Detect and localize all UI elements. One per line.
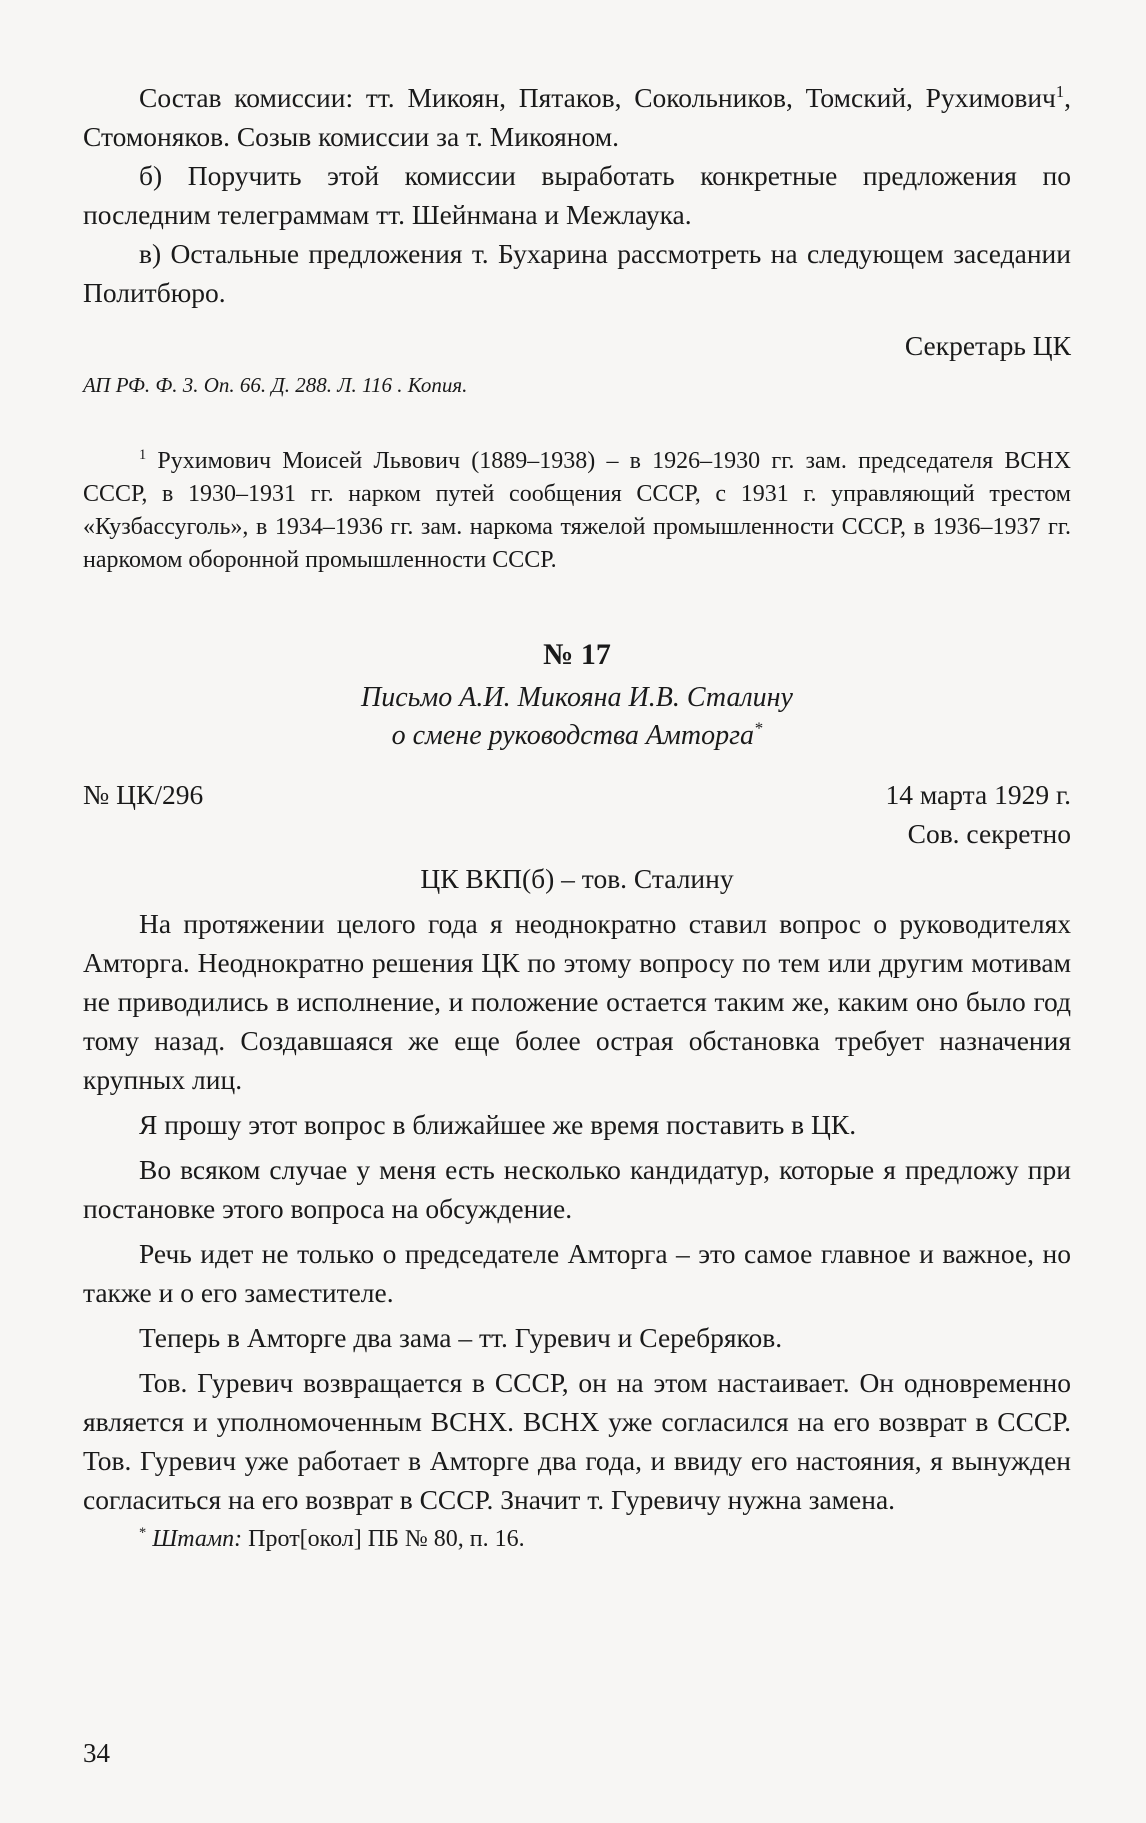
commission-text-rest: , Стомоняков. Созыв комиссии за т. Микояном.	[83, 82, 1071, 152]
signature: Секретарь ЦК	[904, 330, 1071, 361]
body-paragraph-4: Речь идет не только о председателе Амторга – это самое главное и важное, но также и о его заместителе.	[83, 1238, 1071, 1308]
stamp-footnote	[83, 1523, 1071, 1556]
stamp-label: Штамп:	[152, 1526, 243, 1552]
footnote-marker: 1	[1055, 81, 1065, 101]
paragraph-b: б) Поручить этой комиссии выработать конкретные предложения по последним телеграммам тт. Шейнмана и Межлаука.	[83, 160, 1071, 230]
page-number: 34	[83, 1738, 110, 1768]
body-paragraph-5: Теперь в Амторге два зама – тт. Гуревич и Серебряков.	[139, 1322, 783, 1353]
body-paragraph-3: Во всяком случае у меня есть несколько кандидатур, которые я предложу при постановке этого вопроса на обсуждение.	[83, 1154, 1071, 1224]
commission-composition	[83, 78, 1071, 156]
paragraph-v: в) Остальные предложения т. Бухарина рассмотреть на следующем заседании Политбюро.	[83, 238, 1071, 308]
addressee: ЦК ВКП(б) – тов. Сталину	[420, 863, 734, 894]
footnote-1	[83, 445, 1071, 577]
document-title-marker: *	[754, 718, 763, 738]
stamp-text: Прот[окол] ПБ № 80, п. 16.	[242, 1526, 525, 1552]
document-number: № 17	[543, 638, 611, 671]
page-content	[83, 78, 1071, 1556]
stamp-footnote-marker: *	[139, 1525, 147, 1541]
classification: Сов. секретно	[907, 818, 1071, 849]
archive-source: АП РФ. Ф. 3. Оп. 66. Д. 288. Л. 116 . Копия.	[83, 373, 468, 397]
document-title-line1: Письмо А.И. Микояна И.В. Сталину	[361, 682, 793, 713]
document-title-line2: о смене руководства Амторга	[391, 720, 755, 751]
reference-row	[83, 775, 1071, 814]
reference-number: № ЦК/296	[83, 779, 204, 810]
commission-text: Состав комиссии: тт. Микоян, Пятаков, Сокольников, Томский, Рухимович	[139, 82, 1056, 113]
body-paragraph-1: На протяжении целого года я неоднократно ставил вопрос о руководителях Амторга. Неоднократно решения ЦК по этому вопросу по тем или другим мотивам не приводились в исполнение, и положение остается таким же, каким оно было год тому назад. Создавшаяся же еще более острая обстановка требует назначения крупных лиц.	[83, 908, 1071, 1095]
body-paragraph-6: Тов. Гуревич возвращается в СССР, он на этом настаивает. Он одновременно является и уполномоченным ВСНХ. ВСНХ уже согласился на его возврат в СССР. Тов. Гуревич уже работает в Амторге два года, и ввиду его настояния, я вынужден согласиться на его возврат в СССР. Значит т. Гуревичу нужна замена.	[83, 1367, 1071, 1515]
document-date: 14 марта 1929 г.	[885, 779, 1071, 810]
body-paragraph-2: Я прошу этот вопрос в ближайшее же время поставить в ЦК.	[139, 1109, 857, 1140]
footnote-1-text: Рухимович Моисей Львович (1889–1938) – в 1926–1930 гг. зам. председателя ВСНХ СССР, в 1930–1931 гг. нарком путей сообщения СССР, с 1931 г. управляющий трестом «Кузбассуголь», в 1934–1936 гг. зам. наркома тяжелой промышленности СССР, в 1936–1937 гг. наркомом оборонной промышленности СССР.	[83, 448, 1072, 573]
document-title	[83, 679, 1071, 755]
footnote-1-marker: 1	[139, 447, 147, 463]
